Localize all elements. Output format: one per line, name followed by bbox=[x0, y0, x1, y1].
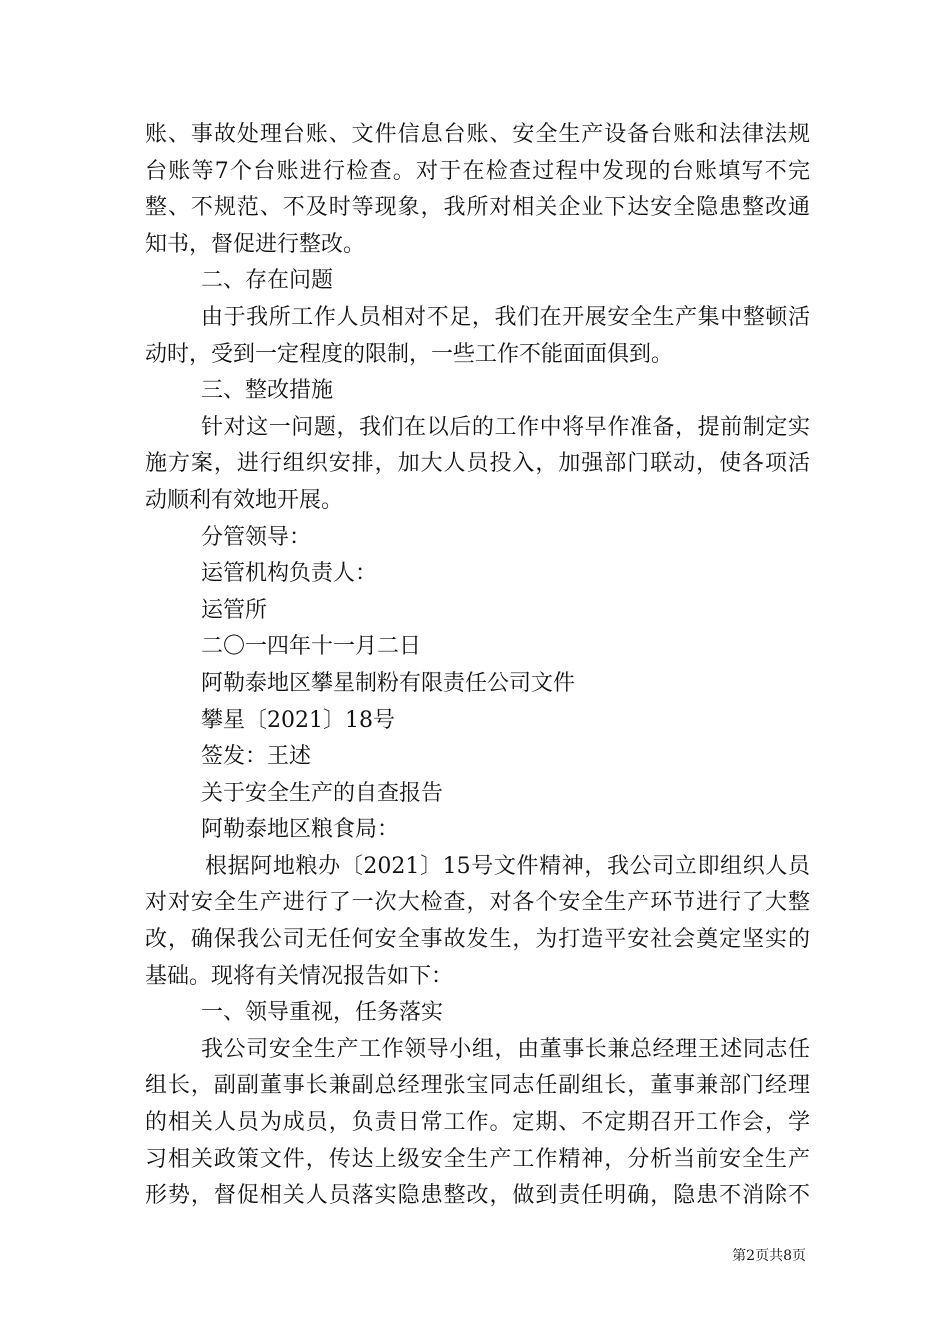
text-line: 施方案，进行组织安排，加大人员投入，加强部门联动，使各项活 bbox=[145, 451, 810, 477]
text-line: 基础。现将有关情况报告如下： bbox=[145, 963, 454, 989]
text-line: 组长，副副董事长兼副总经理张宝同志任副组长，董事兼部门经理 bbox=[145, 1073, 810, 1099]
text-line: 由于我所工作人员相对不足，我们在开展安全生产集中整顿活 bbox=[201, 304, 810, 330]
paragraph-measures bbox=[145, 410, 810, 520]
paragraph-ledger-check bbox=[145, 117, 810, 263]
text-line: 我公司安全生产工作领导小组，由董事长兼总经理王述同志任 bbox=[201, 1036, 810, 1062]
supervising-leader-label: 分管领导： bbox=[201, 524, 312, 550]
text-line: 的相关人员为成员，负责日常工作。定期、不定期召开工作会，学 bbox=[145, 1110, 810, 1136]
heading-rectification-measures bbox=[145, 373, 810, 410]
heading-existing-problems bbox=[145, 263, 810, 300]
text-line: 整、不规范、不及时等现象，我所对相关企业下达安全隐患整改通 bbox=[145, 195, 810, 221]
text-line: 针对这一问题，我们在以后的工作中将早作准备，提前制定实 bbox=[201, 414, 810, 440]
recipient: 阿勒泰地区粮食局： bbox=[201, 817, 400, 843]
text-line: 动顺利有效地开展。 bbox=[145, 487, 344, 513]
issuing-office: 运管所 bbox=[201, 597, 268, 623]
paragraph-problems bbox=[145, 300, 810, 373]
signature-block bbox=[145, 520, 810, 666]
text-line: 知书，督促进行整改。 bbox=[145, 231, 366, 257]
paragraph-leadership bbox=[145, 1032, 810, 1215]
text-line: 形势，督促相关人员落实隐患整改，做到责任明确，隐患不消除不 bbox=[145, 1183, 810, 1209]
text-line: 根据阿地粮办〔2021〕15号文件精神，我公司立即组织人员 bbox=[205, 853, 810, 879]
text-line: 改，确保我公司无任何安全事故发生，为打造平安社会奠定坚实的 bbox=[145, 927, 810, 953]
text-line: 台账等7个台账进行检查。对于在检查过程中发现的台账填写不完 bbox=[145, 158, 810, 184]
text-line: 对对安全生产进行了一次大检查，对各个安全生产环节进行了大整 bbox=[145, 890, 810, 916]
page-number-footer: 第2页共8页 bbox=[732, 1248, 806, 1264]
report-title: 关于安全生产的自查报告 bbox=[201, 780, 444, 806]
section-heading: 一、领导重视，任务落实 bbox=[201, 1000, 444, 1026]
text-line: 动时，受到一定程度的限制，一些工作不能面面俱到。 bbox=[145, 341, 674, 367]
document-number: 攀星〔2021〕18号 bbox=[201, 707, 395, 733]
issued-by: 签发：王述 bbox=[201, 744, 312, 770]
document-header-block bbox=[145, 666, 810, 849]
paragraph-introduction bbox=[145, 849, 810, 995]
text-line: 账、事故处理台账、文件信息台账、安全生产设备台账和法律法规 bbox=[145, 122, 810, 147]
document-body bbox=[145, 117, 810, 1215]
section-heading: 三、整改措施 bbox=[201, 378, 334, 404]
heading-leadership bbox=[145, 995, 810, 1032]
issue-date: 二〇一四年十一月二日 bbox=[201, 634, 422, 660]
company-document-title: 阿勒泰地区攀星制粉有限责任公司文件 bbox=[201, 670, 576, 696]
section-heading: 二、存在问题 bbox=[201, 268, 334, 294]
text-line: 习相关政策文件，传达上级安全生产工作精神，分析当前安全生产 bbox=[145, 1146, 810, 1172]
agency-head-label: 运管机构负责人： bbox=[201, 561, 378, 587]
